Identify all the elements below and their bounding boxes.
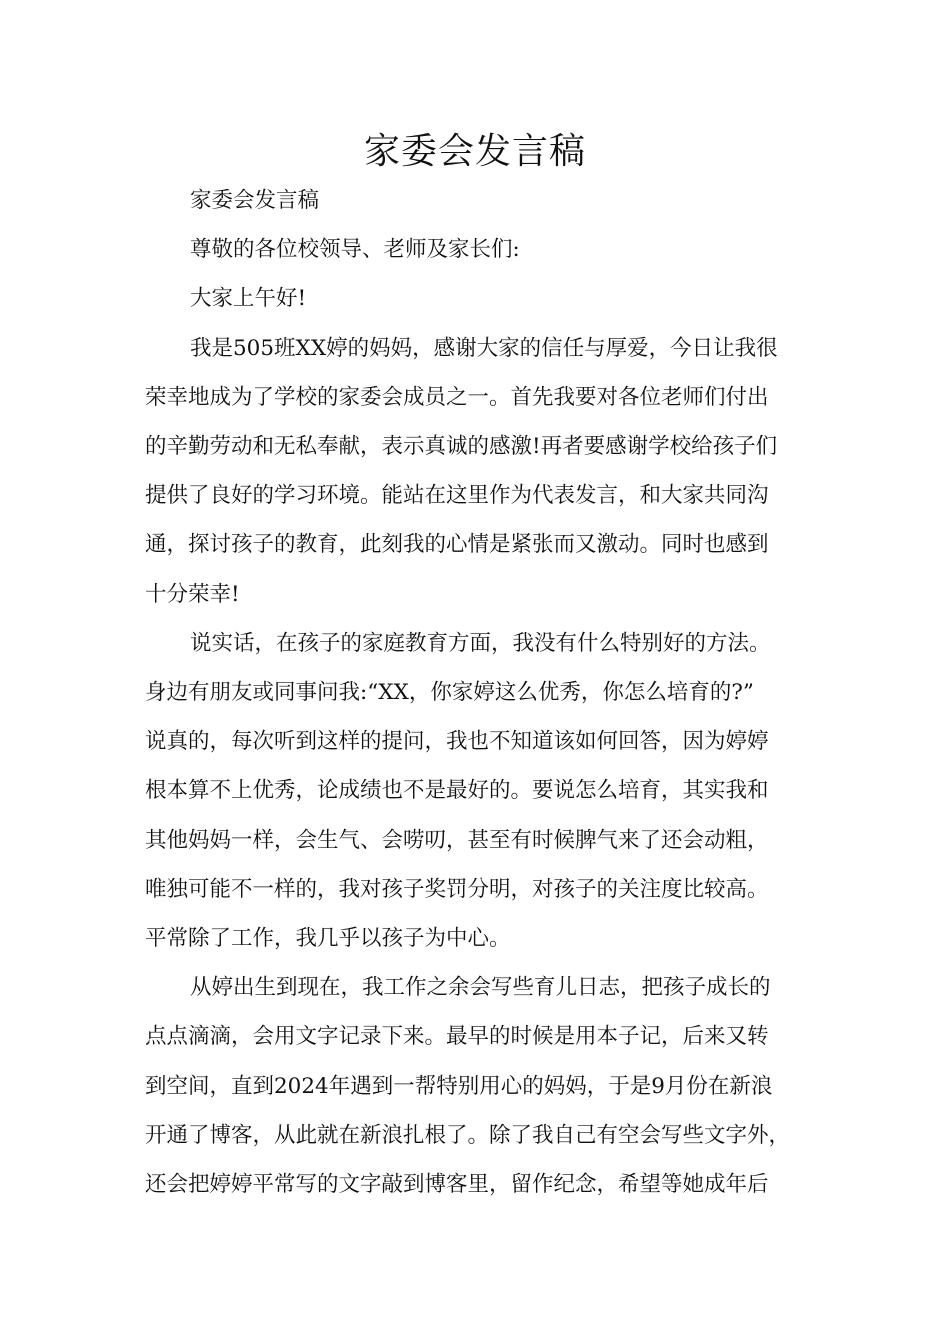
paragraph-introduction bbox=[145, 324, 825, 619]
text-line: 唯独可能不一样的，我对孩子奖罚分明，对孩子的关注度比较高。 bbox=[145, 876, 769, 902]
text-line: 根本算不上优秀，论成绩也不是最好的。要说怎么培育，其实我和 bbox=[145, 778, 769, 804]
text-line: 说真的，每次听到这样的提问，我也不知道该如何回答，因为婷婷 bbox=[145, 729, 769, 755]
paragraph-subtitle bbox=[145, 176, 825, 225]
text-line: 大家上午好! bbox=[190, 286, 307, 312]
text-line: 尊敬的各位校领导、老师及家长们: bbox=[190, 237, 520, 263]
text-line: 身边有朋友或同事问我:“XX，你家婷这么优秀，你怎么培育的?” bbox=[145, 680, 754, 706]
text-line: 十分荣幸! bbox=[145, 581, 240, 607]
text-line: 还会把婷婷平常写的文字敲到博客里，留作纪念，希望等她成年后 bbox=[145, 1172, 769, 1198]
text-line: 家委会发言稿 bbox=[190, 188, 320, 213]
text-line: 我是505班XX婷的妈妈，感谢大家的信任与厚爱，今日让我很 bbox=[190, 335, 778, 361]
text-line: 开通了博客，从此就在新浪扎根了。除了我自己有空会写些文字外， bbox=[145, 1122, 791, 1148]
text-line: 荣幸地成为了学校的家委会成员之一。首先我要对各位老师们付出 bbox=[145, 384, 769, 410]
paragraph-greeting bbox=[145, 274, 825, 323]
paragraph-family-education bbox=[145, 619, 825, 963]
paragraph-parenting-blog bbox=[145, 963, 825, 1209]
document-title: 家委会发言稿 bbox=[363, 131, 586, 172]
text-line: 说实话，在孩子的家庭教育方面，我没有什么特别好的方法。 bbox=[190, 630, 771, 656]
text-line: 通，探讨孩子的教育，此刻我的心情是紧张而又激动。同时也感到 bbox=[145, 532, 769, 558]
text-line: 其他妈妈一样，会生气、会唠叨，甚至有时候脾气来了还会动粗， bbox=[145, 827, 769, 853]
paragraph-salutation bbox=[145, 225, 825, 274]
text-line: 从婷出生到现在，我工作之余会写些育儿日志，把孩子成长的 bbox=[190, 975, 771, 1001]
text-line: 的辛勤劳动和无私奉献，表示真诚的感激!再者要感谢学校给孩子们 bbox=[145, 434, 778, 460]
text-line: 到空间，直到2024年遇到一帮特别用心的妈妈，于是9月份在新浪 bbox=[145, 1073, 773, 1099]
text-line: 提供了良好的学习环境。能站在这里作为代表发言，和大家共同沟 bbox=[145, 483, 769, 509]
text-line: 点点滴滴，会用文字记录下来。最早的时候是用本子记，后来又转 bbox=[145, 1024, 769, 1050]
document-body bbox=[145, 176, 825, 1209]
text-line: 平常除了工作，我几乎以孩子为中心。 bbox=[145, 926, 511, 952]
